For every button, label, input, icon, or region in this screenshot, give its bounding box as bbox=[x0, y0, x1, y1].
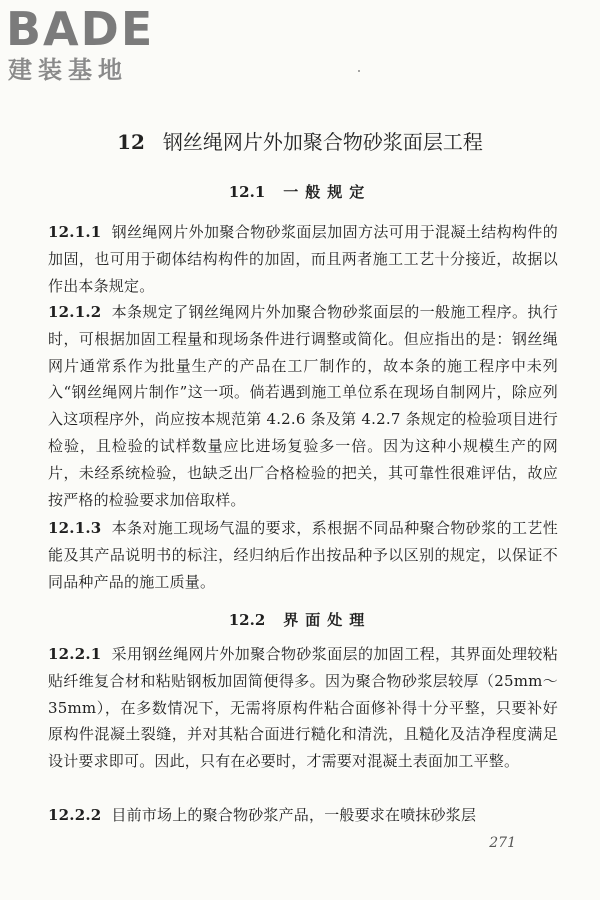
paragraph-number: 12.2.1 bbox=[48, 645, 102, 663]
paragraph-number: 12.1.1 bbox=[48, 223, 102, 241]
paragraph bbox=[48, 515, 558, 595]
section-heading-interface bbox=[0, 609, 600, 631]
logo-subtitle: 建装基地 bbox=[8, 56, 128, 84]
page-number: 271 bbox=[489, 835, 516, 851]
paragraph bbox=[48, 641, 558, 775]
paragraph bbox=[48, 299, 558, 513]
section-heading-general bbox=[0, 181, 600, 203]
paragraph-text: 本条规定了钢丝绳网片外加聚合物砂浆面层的一般施工程序。执行时，可根据加固工程量和现场条件进行调整或简化。但应指出的是：钢丝绳网片通常系作为批量生产的产品在工厂制作的，故本条的施工程序中未列入“钢丝绳网片制作”这一项。倘若遇到施工单位系在现场自制网片，除应列入这项程序外，尚应按本规范第 4.2.6 条及第 4.2.7 条规定的检验项目进行检验，且检验的试样数量应比进场复验多一倍。因为这种小规模生产的网片，未经系统检验，也缺乏出厂合格检验的把关，其可靠性很难评估，故应按严格的检验要求加倍取样。 bbox=[48, 303, 558, 509]
section-number: 12.2 bbox=[228, 611, 266, 629]
section-number: 12.1 bbox=[228, 183, 266, 201]
paragraph-text: 采用钢丝绳网片外加聚合物砂浆面层的加固工程，其界面处理较粘贴纤维复合材和粘贴钢板加固简便得多。因为聚合物砂浆层较厚（25mm～35mm），在多数情况下，无需将原构件粘合面修补得十分平整，只要补好原构件混凝土裂缝，并对其粘合面进行糙化和清洗，且糙化及洁净程度满足设计要求即可。因此，只有在必要时，才需要对混凝土表面加工平整。 bbox=[48, 645, 558, 771]
chapter-title bbox=[0, 128, 600, 156]
paragraph-number: 12.1.3 bbox=[48, 519, 102, 537]
section-title-text: 界面处理 bbox=[283, 611, 372, 629]
section-title-text: 一般规定 bbox=[283, 183, 372, 201]
logo-wordmark: BADE bbox=[6, 2, 155, 56]
chapter-title-text: 钢丝绳网片外加聚合物砂浆面层工程 bbox=[162, 130, 483, 154]
paragraph-number: 12.2.2 bbox=[48, 806, 102, 824]
paragraph-number: 12.1.2 bbox=[48, 303, 102, 321]
paragraph bbox=[48, 802, 558, 829]
paragraph-text: 钢丝绳网片外加聚合物砂浆面层加固方法可用于混凝土结构构件的加固，也可用于砌体结构构件的加固，而且两者施工工艺十分接近，故据以作出本条规定。 bbox=[48, 223, 558, 295]
logo bbox=[6, 4, 178, 88]
paragraph bbox=[48, 219, 558, 299]
chapter-number: 12 bbox=[117, 130, 145, 154]
paragraph-text: 本条对施工现场气温的要求，系根据不同品种聚合物砂浆的工艺性能及其产品说明书的标注，经归纳后作出按品种予以区别的规定，以保证不同品种产品的施工质量。 bbox=[48, 519, 558, 591]
paragraph-text: 目前市场上的聚合物砂浆产品，一般要求在喷抹砂浆层 bbox=[111, 806, 477, 824]
scan-speck bbox=[358, 70, 360, 72]
